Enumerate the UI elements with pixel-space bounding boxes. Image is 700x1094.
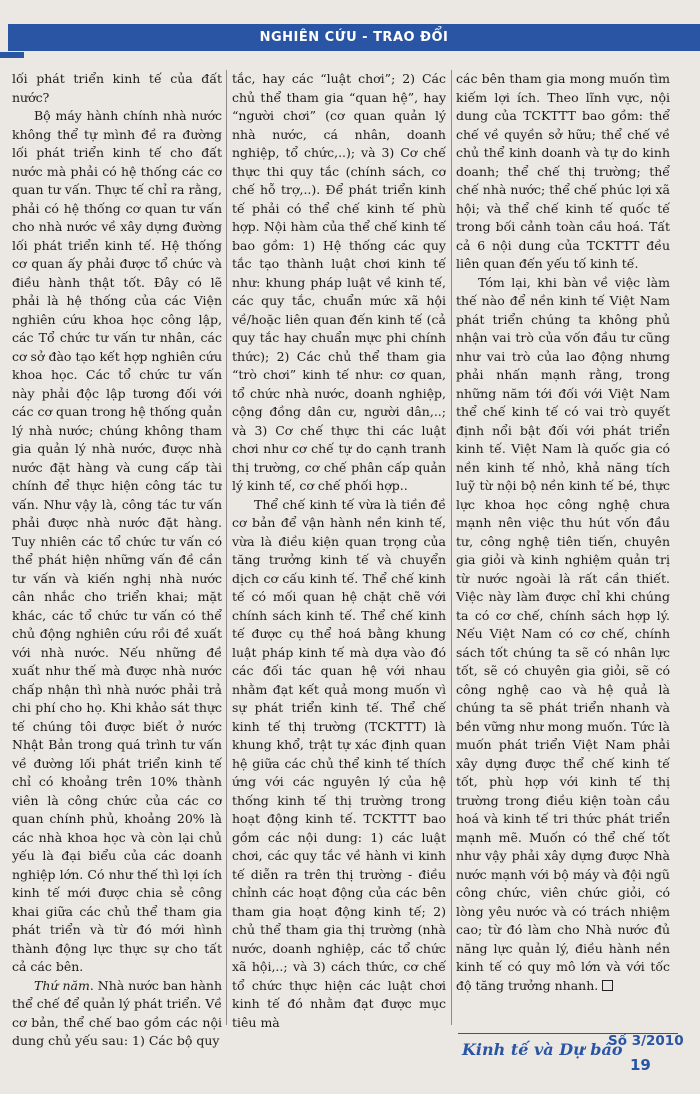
page-number: 19: [630, 1056, 651, 1074]
paragraph: [456, 274, 670, 996]
paragraph: Bộ máy hành chính nhà nước không thể tự mình đề ra đường lối phát triển kinh tế cho đất nước mà phải có hệ thống các cơ quan tư vấn. Thực tế chỉ ra rằng, phải có hệ thống cơ quan tư vấn cho nhà nước về xây dựng đường lối phát triển kinh tế. Hệ thống cơ quan ấy phải được tổ chức và điều hành thật tốt. Đây có lẽ phải là hệ thống của các Viện nghiên cứu khoa học công lập, các Tổ chức tư vấn tư nhân, các cơ sở đào tạo kết hợp nghiên cứu khoa học. Các tổ chức tư vấn này phải độc lập tương đối với các cơ quan trong hệ thống quản lý nhà nước; chúng không tham gia quản lý nhà nước, được nhà nước đặt hàng và cung cấp tài chính để thực hiện công tác tư vấn. Như vậy là, công tác tư vấn phải được nhà nước đặt hàng. Tuy nhiên các tổ chức tư vấn có thể phát hiện những vấn đề cần tư vấn và kiến nghị nhà nước cân nhắc cho triển khai; mặt khác, các tổ chức tư vấn có thể chủ động nghiên cứu rồi đề xuất với nhà nước. Nếu những đề xuất như thế mà được nhà nước chấp nhận thì nhà nước phải trả chi phí cho họ. Khi khảo sát thực tế chúng tôi được biết ở nước Nhật Bản trong quá trình tư vấn về đường lối phát triển kinh tế chỉ có khoảng trên 10% thành viên là công chức của các cơ quan chính phủ, khoảng 20% là các nhà khoa học và còn lại chủ yếu là đại biểu của các doanh nghiệp lớn. Có như thế thì lợi ích kinh tế mới được chia sẻ công khai giữa các chủ thể tham gia phát triển và từ đó mới hình thành động lực thực sự cho tất cả các bên.: [12, 108, 222, 974]
paragraph-body: Tóm lại, khi bàn về việc làm thế nào để nền kinh tế Việt Nam phát triển chúng ta không phủ nhận vai trò của vốn đầu tư cũng như vai trò của lao động nhưng phải nhấn mạnh rằng, trong những năm tới đối với Việt Nam thể chế kinh tế có vai trò quyết định nổi bật đối với phát triển kinh tế. Việt Nam là quốc gia có nền kinh tế nhỏ, khả năng tích luỹ từ nội bộ nền kinh tế bé, thực lực khoa học công nghệ chưa mạnh nên việc thu hút vốn đầu tư, công nghệ tiên tiến, chuyên gia giỏi và kinh nghiệm quản trị từ nước ngoài là rất cần thiết. Việc này làm được chỉ khi chúng ta có cơ chế, chính sách hợp lý. Nếu Việt Nam có cơ chế, chính sách tốt chúng ta sẽ có nhân lực tốt, sẽ có chuyên gia giỏi, sẽ có công nghệ cao và hệ quả là chúng ta sẽ phát triển nhanh và bền vững như mong muốn. Tức là muốn phát triển Việt Nam phải xây dựng được thể chế kinh tế tốt, phù hợp với kinh tế thị trường trong điều kiện toàn cầu hoá và kinh tế tri thức phát triển mạnh mẽ. Muốn có thể chế tốt như vậy phải xây dựng được Nhà nước mạnh với bộ máy và đội ngũ công chức, viên chức giỏi, có lòng yêu nước và có trách nhiệm cao; từ đó làm cho Nhà nước đủ năng lực quản lý, điều hành nền kinh tế có quy mô lớn và với tốc độ tăng trưởng nhanh.: [456, 274, 670, 993]
column-divider: [451, 70, 452, 1025]
section-header-bar: [8, 24, 700, 51]
column-divider: [226, 70, 227, 1025]
header-tick-left: [0, 52, 24, 58]
article-column-2: [232, 70, 446, 1094]
section-title: NGHIÊN CỨU - TRAO ĐỔI: [259, 30, 449, 45]
article-column-1: [12, 70, 222, 1094]
paragraph-body: . Nhà nước ban hành thể chế để quản lý phát triển. Về cơ bản, thể chế bao gồm các nội dung chủ yếu sau: 1) Các bộ quy: [12, 977, 222, 1048]
article-column-3: [456, 70, 670, 1094]
issue-number: Số 3/2010: [608, 1033, 684, 1049]
paragraph: các bên tham gia mong muốn tìm kiếm lợi ích. Theo lĩnh vực, nội dung của TCKTTT bao gồm: thể chế về quyền sở hữu; thể chế về chủ thể kinh doanh và tự do kinh doanh; thể chế thị trường; thể chế nhà nước; thể chế phúc lợi xã hội; và thể chế kinh tế quốc tế trong bối cảnh toàn cầu hoá. Tất cả 6 nội dung của TCKTTT đều liên quan đến yếu tố kinh tế.: [456, 71, 670, 271]
paragraph: Thể chế kinh tế vừa là tiền đề cơ bản để vận hành nền kinh tế, vừa là điều kiện quan trọng của tăng trưởng kinh tế và chuyển dịch cơ cấu kinh tế. Thể chế kinh tế có mối quan hệ chặt chẽ với chính sách kinh tế. Thể chế kinh tế được cụ thể hoá bằng khung luật pháp kinh tế mà dựa vào đó các đối tác quan hệ với nhau nhằm đạt kết quả mong muốn vì sự phát triển kinh tế. Thể chế kinh tế thị trường (TCKTTT) là khung khổ, trật tự xác định quan hệ giữa các chủ thể kinh tế thích ứng với các nguyên lý của hệ thống kinh tế thị trường trong hoạt động kinh tế. TCKTTT bao gồm các nội dung: 1) các luật chơi, các quy tắc về hành vi kinh tế diễn ra trên thị trường - điều chỉnh các hoạt động của các bên tham gia hoạt động kinh tế; 2) chủ thể tham gia thị trường (nhà nước, doanh nghiệp, các tổ chức xã hội,..; và 3) cách thức, cơ chế tổ chức thực hiện các luật chơi kinh tế đó nhằm đạt được mục tiêu mà: [232, 496, 446, 1030]
paragraph-lead: Thứ năm: [34, 977, 90, 993]
end-of-article-icon: [602, 980, 613, 991]
publication-name: Kinh tế và Dự báo: [462, 1040, 623, 1059]
paragraph: [12, 977, 222, 1051]
paragraph: lối phát triển kinh tế của đất nước?: [12, 71, 222, 105]
paragraph: tắc, hay các “luật chơi”; 2) Các chủ thể tham gia “quan hệ”, hay “người chơi” (cơ quan quản lý nhà nước, cá nhân, doanh nghiệp, tổ chức,..); và 3) Cơ chế thực thi quy tắc (chính sách, cơ chế hỗ trợ,..). Để phát triển kinh tế phải có thể chế kinh tế phù hợp. Nội hàm của thể chế kinh tế bao gồm: 1) Hệ thống các quy tắc tạo thành luật chơi kinh tế như: khung pháp luật về kinh tế, các quy tắc, chuẩn mức xã hội về/hoặc liên quan đến kinh tế (cả quy tắc hay chuẩn mực phi chính thức); 2) Các chủ thể tham gia “trò chơi” kinh tế như: cơ quan, tổ chức nhà nước, doanh nghiệp, cộng đồng dân cư, người dân,..; và 3) Cơ chế thực thi các luật chơi như cơ chế tự do cạnh tranh thị trường, cơ chế phân cấp quản lý kinh tế, cơ chế phối hợp..: [232, 71, 446, 493]
